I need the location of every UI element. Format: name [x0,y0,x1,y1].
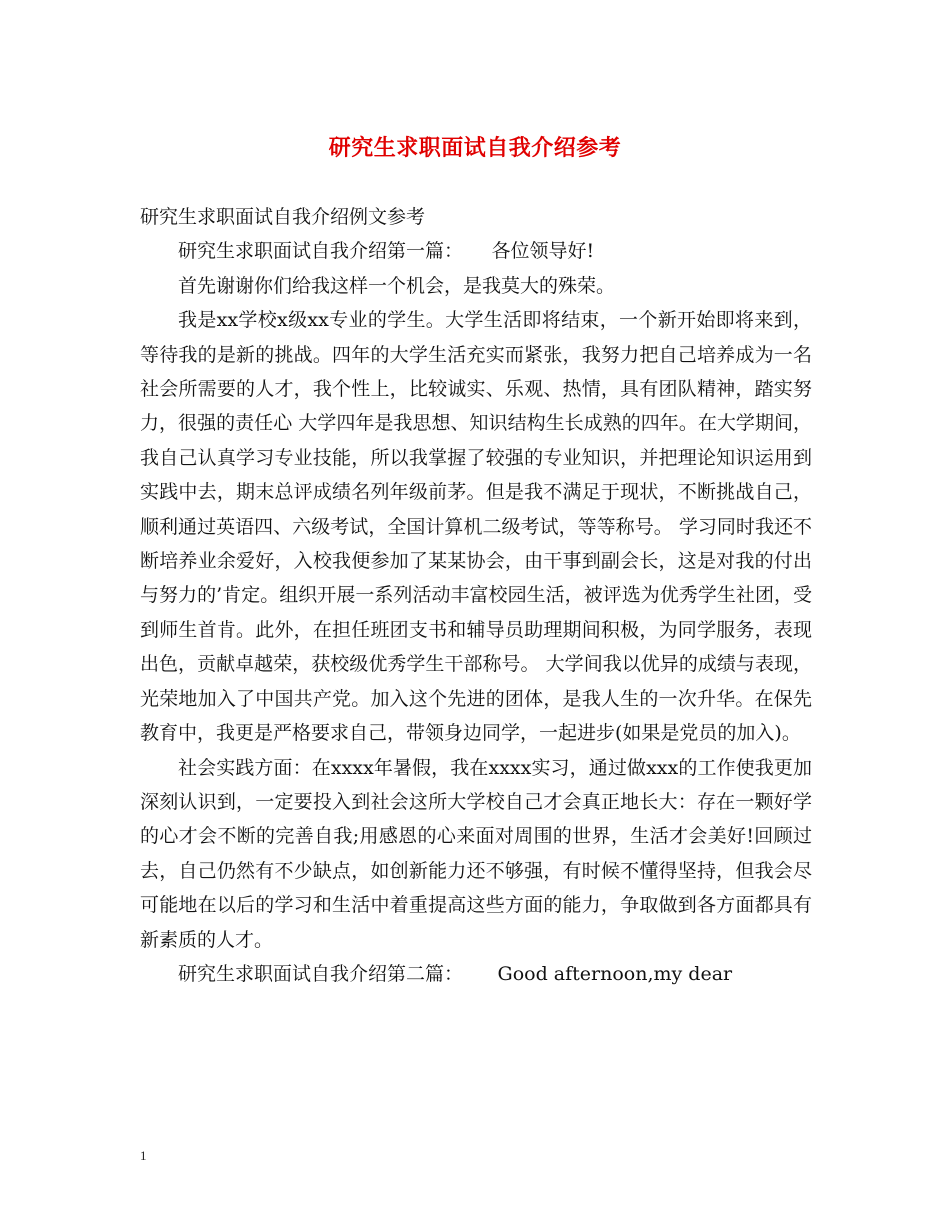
document-title: 研究生求职面试自我介绍参考 [328,135,622,161]
paragraph: 研究生求职面试自我介绍第二篇： Good afternoon,my dear [178,962,733,985]
paragraph: 我是xx学校x级xx专业的学生。大学生活即将结束，一个新开始即将来到，等待我的是新的挑战。四年的大学生活充实而紧张，我努力把自己培养成为一名社会所需要的人才，我个性上，比较诚实、乐观、热情，具有团队精神，踏实努力，很强的责任心 大学四年是我思想、知识结构生长成熟的四年。在大学期间，我自己认真学习专业技能，所以我掌握了较强的专业知识，并把理论知识运用到实践中去，期末总评成绩名列年级前茅。但是我不满足于现状，不断挑战自己，顺利通过英语四、六级考试，全国计算机二级考试，等等称号。 学习同时我还不断培养业余爱好，入校我便参加了某某协会，由干事到副会长，这是对我的付出与努力的’肯定。组织开展一系列活动丰富校园生活，被评选为优秀学生社团，受到师生首肯。此外，在担任班团支书和辅导员助理期间积极，为同学服务，表现出色，贡献卓越荣，获校级优秀学生干部称号。 大学间我以优异的成绩与表现，光荣地加入了中国共产党。加入这个先进的团体，是我人生的一次升华。在保先教育中，我更是严格要求自己，带领身边同学，一起进步(如果是党员的加入)。 [140,309,812,745]
subtitle-paragraph: 研究生求职面试自我介绍例文参考 [140,206,426,228]
paragraph: 研究生求职面试自我介绍第一篇： 各位领导好! [178,240,595,263]
paragraph: 首先谢谢你们给我这样一个机会，是我莫大的殊荣。 [178,274,616,297]
document-body [140,200,812,991]
paragraph: 社会实践方面：在xxxx年暑假，我在xxxx实习，通过做xxx的工作使我更加深刻认识到，一定要投入到社会这所大学校自己才会真正地长大：存在一颗好学的心才会不断的完善自我;用感恩的心来面对周围的世界，生活才会美好!回顾过去，自己仍然有不少缺点，如创新能力还不够强，有时候不懂得坚持，但我会尽可能地在以后的学习和生活中着重提高这些方面的能力，争取做到各方面都具有新素质的人才。 [140,756,812,951]
page-number: 1 [140,1148,147,1163]
